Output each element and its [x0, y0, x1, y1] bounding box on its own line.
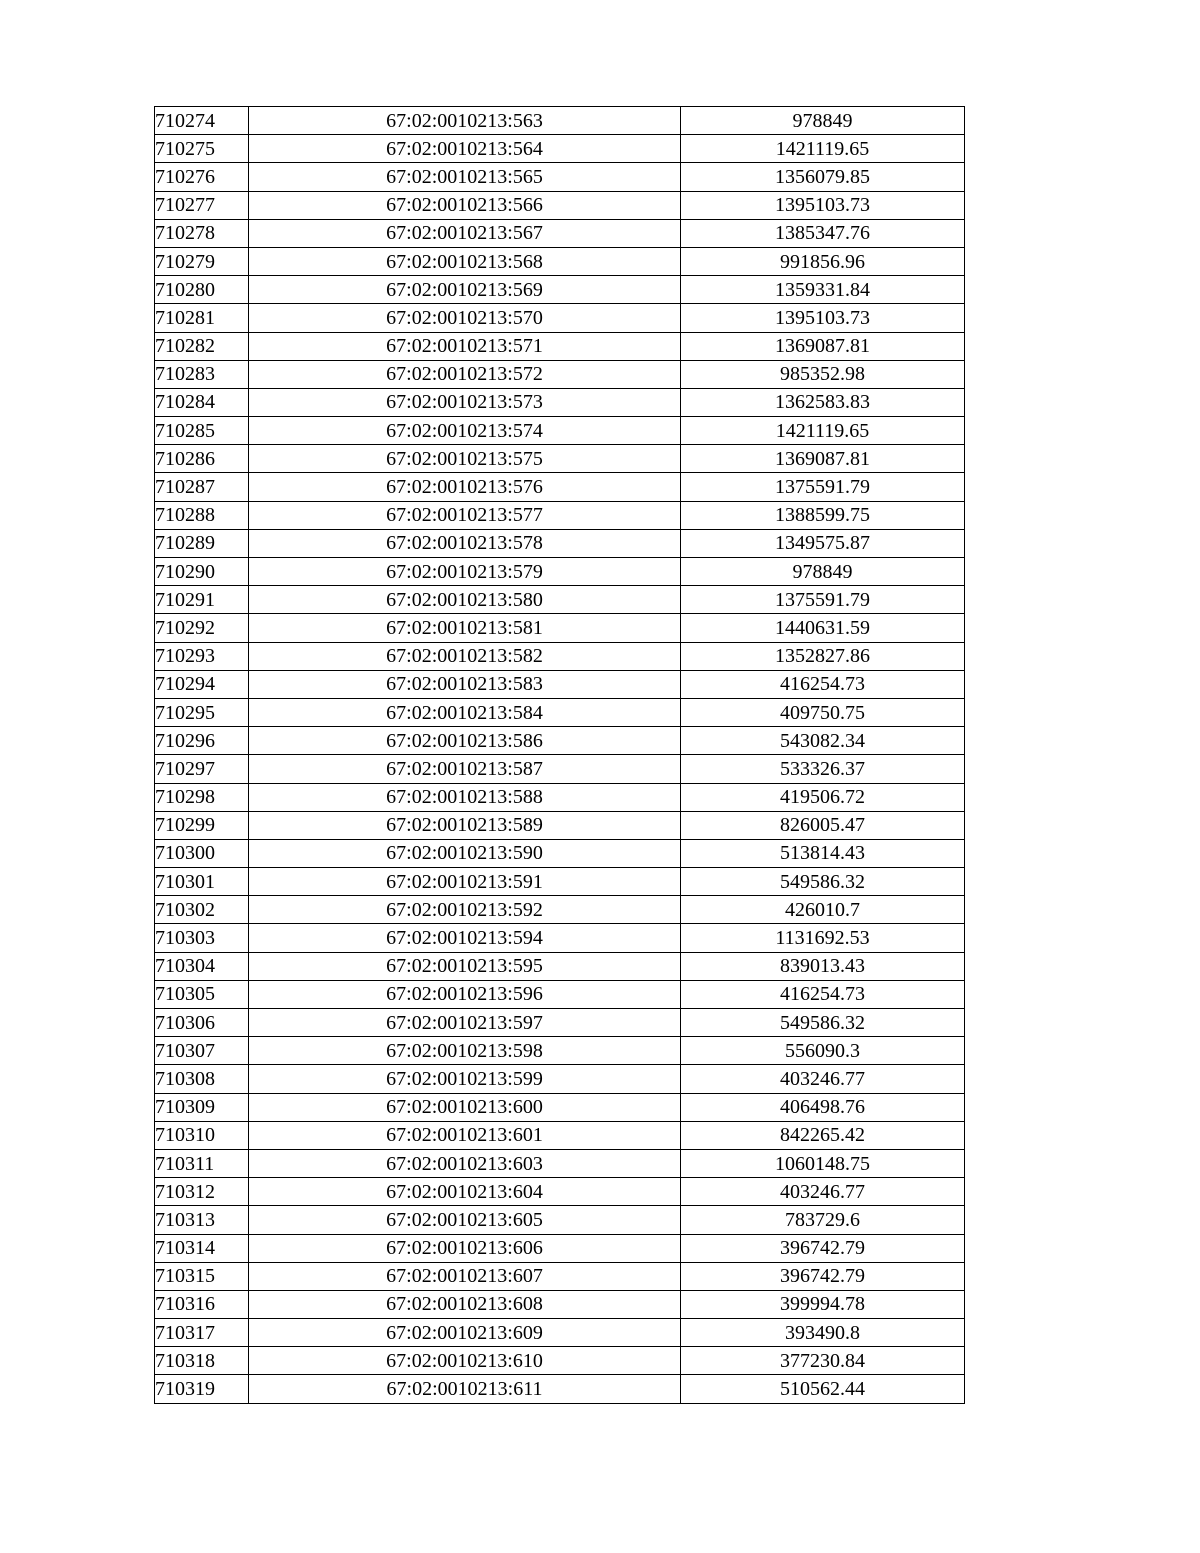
table-row: [155, 896, 965, 924]
cadastral-number-cell: 67:02:0010213:607: [249, 1262, 681, 1290]
cadastral-value-cell: 783729.6: [681, 1206, 965, 1234]
cadastral-value-cell: 1369087.81: [681, 445, 965, 473]
row-number-cell: 710312: [155, 1178, 249, 1206]
cadastral-value-cell: 399994.78: [681, 1290, 965, 1318]
cadastral-number-cell: 67:02:0010213:595: [249, 952, 681, 980]
row-number-cell: 710301: [155, 868, 249, 896]
cadastral-number-cell: 67:02:0010213:601: [249, 1121, 681, 1149]
table-row: [155, 1093, 965, 1121]
row-number-cell: 710317: [155, 1319, 249, 1347]
cadastral-value-cell: 1349575.87: [681, 529, 965, 557]
cadastral-value-cell: 543082.34: [681, 727, 965, 755]
cadastral-value-cell: 1421119.65: [681, 417, 965, 445]
table-row: [155, 1065, 965, 1093]
cadastral-value-cell: 1369087.81: [681, 332, 965, 360]
row-number-cell: 710303: [155, 924, 249, 952]
table-row: [155, 1375, 965, 1403]
cadastral-value-cell: 1375591.79: [681, 586, 965, 614]
row-number-cell: 710296: [155, 727, 249, 755]
cadastral-value-cell: 1388599.75: [681, 501, 965, 529]
row-number-cell: 710319: [155, 1375, 249, 1403]
row-number-cell: 710290: [155, 558, 249, 586]
cadastral-value-cell: 416254.73: [681, 670, 965, 698]
cadastral-value-cell: 403246.77: [681, 1065, 965, 1093]
cadastral-number-cell: 67:02:0010213:576: [249, 473, 681, 501]
row-number-cell: 710284: [155, 388, 249, 416]
cadastral-value-cell: 533326.37: [681, 755, 965, 783]
table-row: [155, 501, 965, 529]
cadastral-value-cell: 377230.84: [681, 1347, 965, 1375]
row-number-cell: 710299: [155, 811, 249, 839]
cadastral-number-cell: 67:02:0010213:591: [249, 868, 681, 896]
cadastral-number-cell: 67:02:0010213:565: [249, 163, 681, 191]
cadastral-number-cell: 67:02:0010213:570: [249, 304, 681, 332]
cadastral-number-cell: 67:02:0010213:603: [249, 1149, 681, 1177]
cadastral-number-cell: 67:02:0010213:592: [249, 896, 681, 924]
cadastral-number-cell: 67:02:0010213:596: [249, 980, 681, 1008]
row-number-cell: 710309: [155, 1093, 249, 1121]
cadastral-value-cell: 556090.3: [681, 1037, 965, 1065]
cadastral-number-cell: 67:02:0010213:563: [249, 107, 681, 135]
row-number-cell: 710313: [155, 1206, 249, 1234]
row-number-cell: 710276: [155, 163, 249, 191]
cadastral-number-cell: 67:02:0010213:587: [249, 755, 681, 783]
cadastral-value-cell: 842265.42: [681, 1121, 965, 1149]
cadastral-value-cell: 419506.72: [681, 783, 965, 811]
table-row: [155, 783, 965, 811]
row-number-cell: 710280: [155, 276, 249, 304]
table-row: [155, 1206, 965, 1234]
cadastral-value-cell: 1395103.73: [681, 191, 965, 219]
table-row: [155, 247, 965, 275]
cadastral-number-cell: 67:02:0010213:599: [249, 1065, 681, 1093]
row-number-cell: 710293: [155, 642, 249, 670]
cadastral-number-cell: 67:02:0010213:611: [249, 1375, 681, 1403]
cadastral-value-cell: 396742.79: [681, 1262, 965, 1290]
cadastral-value-cell: 985352.98: [681, 360, 965, 388]
row-number-cell: 710310: [155, 1121, 249, 1149]
cadastral-value-cell: 549586.32: [681, 868, 965, 896]
row-number-cell: 710298: [155, 783, 249, 811]
table-row: [155, 1009, 965, 1037]
cadastral-value-cell: 549586.32: [681, 1009, 965, 1037]
table-row: [155, 558, 965, 586]
table-row: [155, 1121, 965, 1149]
table-row: [155, 163, 965, 191]
table-row: [155, 135, 965, 163]
cadastral-number-cell: 67:02:0010213:572: [249, 360, 681, 388]
row-number-cell: 710307: [155, 1037, 249, 1065]
table-row: [155, 107, 965, 135]
row-number-cell: 710304: [155, 952, 249, 980]
table-row: [155, 698, 965, 726]
cadastral-number-cell: 67:02:0010213:564: [249, 135, 681, 163]
table-row: [155, 1037, 965, 1065]
cadastral-value-cell: 991856.96: [681, 247, 965, 275]
cadastral-number-cell: 67:02:0010213:568: [249, 247, 681, 275]
cadastral-value-cell: 826005.47: [681, 811, 965, 839]
row-number-cell: 710292: [155, 614, 249, 642]
cadastral-number-cell: 67:02:0010213:600: [249, 1093, 681, 1121]
cadastral-value-cell: 1131692.53: [681, 924, 965, 952]
cadastral-value-cell: 1352827.86: [681, 642, 965, 670]
cadastral-number-cell: 67:02:0010213:597: [249, 1009, 681, 1037]
table-row: [155, 191, 965, 219]
table-row: [155, 304, 965, 332]
table-row: [155, 1319, 965, 1347]
table-row: [155, 1290, 965, 1318]
cadastral-number-cell: 67:02:0010213:583: [249, 670, 681, 698]
cadastral-number-cell: 67:02:0010213:589: [249, 811, 681, 839]
cadastral-number-cell: 67:02:0010213:574: [249, 417, 681, 445]
cadastral-value-cell: 1421119.65: [681, 135, 965, 163]
table-row: [155, 360, 965, 388]
cadastral-value-cell: 1060148.75: [681, 1149, 965, 1177]
table-row: [155, 417, 965, 445]
cadastral-number-cell: 67:02:0010213:606: [249, 1234, 681, 1262]
table-row: [155, 980, 965, 1008]
cadastral-number-cell: 67:02:0010213:608: [249, 1290, 681, 1318]
table-row: [155, 952, 965, 980]
table-row: [155, 1178, 965, 1206]
table-row: [155, 642, 965, 670]
row-number-cell: 710285: [155, 417, 249, 445]
cadastral-number-cell: 67:02:0010213:604: [249, 1178, 681, 1206]
row-number-cell: 710300: [155, 839, 249, 867]
table-body: [155, 107, 965, 1404]
table-row: [155, 614, 965, 642]
row-number-cell: 710286: [155, 445, 249, 473]
cadastral-value-cell: 1375591.79: [681, 473, 965, 501]
cadastral-number-cell: 67:02:0010213:610: [249, 1347, 681, 1375]
cadastral-number-cell: 67:02:0010213:578: [249, 529, 681, 557]
table-row: [155, 445, 965, 473]
cadastral-value-cell: 978849: [681, 558, 965, 586]
row-number-cell: 710314: [155, 1234, 249, 1262]
row-number-cell: 710275: [155, 135, 249, 163]
row-number-cell: 710305: [155, 980, 249, 1008]
row-number-cell: 710289: [155, 529, 249, 557]
row-number-cell: 710294: [155, 670, 249, 698]
row-number-cell: 710308: [155, 1065, 249, 1093]
cadastral-value-cell: 513814.43: [681, 839, 965, 867]
cadastral-number-cell: 67:02:0010213:577: [249, 501, 681, 529]
row-number-cell: 710311: [155, 1149, 249, 1177]
table-row: [155, 276, 965, 304]
table-row: [155, 727, 965, 755]
cadastral-value-cell: 1385347.76: [681, 219, 965, 247]
cadastral-value-cell: 1356079.85: [681, 163, 965, 191]
row-number-cell: 710274: [155, 107, 249, 135]
cadastral-number-cell: 67:02:0010213:580: [249, 586, 681, 614]
row-number-cell: 710287: [155, 473, 249, 501]
row-number-cell: 710295: [155, 698, 249, 726]
row-number-cell: 710315: [155, 1262, 249, 1290]
cadastral-value-cell: 839013.43: [681, 952, 965, 980]
row-number-cell: 710318: [155, 1347, 249, 1375]
table-row: [155, 868, 965, 896]
cadastral-number-cell: 67:02:0010213:605: [249, 1206, 681, 1234]
cadastral-value-cell: 426010.7: [681, 896, 965, 924]
cadastral-number-cell: 67:02:0010213:594: [249, 924, 681, 952]
table-row: [155, 839, 965, 867]
table-row: [155, 473, 965, 501]
table-row: [155, 755, 965, 783]
cadastral-value-cell: 510562.44: [681, 1375, 965, 1403]
cadastral-value-cell: 396742.79: [681, 1234, 965, 1262]
cadastral-number-cell: 67:02:0010213:566: [249, 191, 681, 219]
row-number-cell: 710277: [155, 191, 249, 219]
table-row: [155, 670, 965, 698]
row-number-cell: 710306: [155, 1009, 249, 1037]
row-number-cell: 710282: [155, 332, 249, 360]
cadastral-value-cell: 1440631.59: [681, 614, 965, 642]
cadastral-number-cell: 67:02:0010213:575: [249, 445, 681, 473]
table-row: [155, 219, 965, 247]
row-number-cell: 710288: [155, 501, 249, 529]
table-row: [155, 924, 965, 952]
table-row: [155, 1149, 965, 1177]
cadastral-number-cell: 67:02:0010213:571: [249, 332, 681, 360]
row-number-cell: 710279: [155, 247, 249, 275]
cadastral-number-cell: 67:02:0010213:609: [249, 1319, 681, 1347]
table-row: [155, 586, 965, 614]
cadastral-number-cell: 67:02:0010213:573: [249, 388, 681, 416]
row-number-cell: 710297: [155, 755, 249, 783]
row-number-cell: 710316: [155, 1290, 249, 1318]
cadastral-value-cell: 416254.73: [681, 980, 965, 1008]
cadastral-value-cell: 1362583.83: [681, 388, 965, 416]
table-row: [155, 811, 965, 839]
cadastral-number-cell: 67:02:0010213:567: [249, 219, 681, 247]
cadastral-number-cell: 67:02:0010213:582: [249, 642, 681, 670]
cadastral-number-cell: 67:02:0010213:581: [249, 614, 681, 642]
row-number-cell: 710302: [155, 896, 249, 924]
table-row: [155, 1347, 965, 1375]
cadastral-value-cell: 393490.8: [681, 1319, 965, 1347]
row-number-cell: 710283: [155, 360, 249, 388]
cadastral-value-cell: 409750.75: [681, 698, 965, 726]
cadastral-value-cell: 978849: [681, 107, 965, 135]
cadastral-number-cell: 67:02:0010213:579: [249, 558, 681, 586]
table-row: [155, 529, 965, 557]
table-row: [155, 332, 965, 360]
cadastral-number-cell: 67:02:0010213:569: [249, 276, 681, 304]
cadastral-value-cell: 1359331.84: [681, 276, 965, 304]
table-row: [155, 1234, 965, 1262]
row-number-cell: 710291: [155, 586, 249, 614]
cadastral-number-cell: 67:02:0010213:584: [249, 698, 681, 726]
cadastral-number-cell: 67:02:0010213:586: [249, 727, 681, 755]
cadastral-number-cell: 67:02:0010213:590: [249, 839, 681, 867]
cadastral-value-cell: 403246.77: [681, 1178, 965, 1206]
cadastral-number-cell: 67:02:0010213:598: [249, 1037, 681, 1065]
cadastral-value-cell: 406498.76: [681, 1093, 965, 1121]
cadastral-number-cell: 67:02:0010213:588: [249, 783, 681, 811]
cadastral-value-cell: 1395103.73: [681, 304, 965, 332]
table-row: [155, 1262, 965, 1290]
row-number-cell: 710278: [155, 219, 249, 247]
cadastral-value-table: [154, 106, 965, 1404]
row-number-cell: 710281: [155, 304, 249, 332]
table-row: [155, 388, 965, 416]
